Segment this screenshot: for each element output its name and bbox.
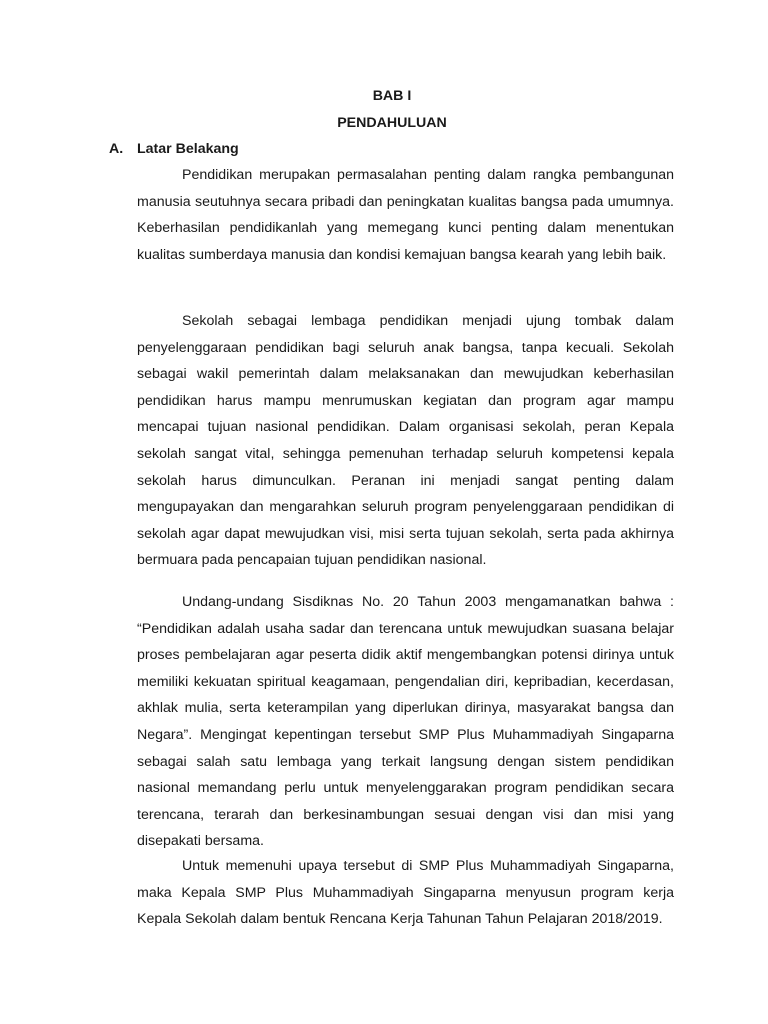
- section-title: Latar Belakang: [137, 141, 239, 157]
- section-letter: A.: [109, 141, 124, 157]
- paragraph: Untuk memenuhi upaya tersebut di SMP Plus Muhammadiyah Singaparna, maka Kepala SMP Plus Muhammadiyah Singaparna menyusun program kerja Kepala Sekolah dalam bentuk Rencana Kerja Tahunan Tahun Pelajaran 2018/2019.: [137, 858, 674, 928]
- paragraph: Pendidikan merupakan permasalahan penting dalam rangka pembangunan manusia seutuhnya secara pribadi dan peningkatan kualitas bangsa pada umumnya. Keberhasilan pendidikanlah yang memegang kunci penting dalam menentukan kualitas sumberdaya manusia dan kondisi kemajuan bangsa kearah yang lebih baik.: [137, 167, 674, 263]
- chapter-number: BAB I: [372, 88, 412, 104]
- paragraph: Undang-undang Sisdiknas No. 20 Tahun 2003 mengamanatkan bahwa : “Pendidikan adalah usaha sadar dan terencana untuk mewujudkan suasana belajar proses pembelajaran agar peserta didik aktif mengembangkan potensi dirinya untuk memiliki kekuatan spiritual keagamaan, pengendalian diri, kepribadian, kecerdasan, akhlak mulia, serta keterampilan yang diperlukan dirinya, masyarakat bangsa dan Negara”. Mengingat kepentingan tersebut SMP Plus Muhammadiyah Singaparna sebagai salah satu lembaga yang terkait langsung dengan sistem pendidikan nasional memandang perlu untuk menyelenggarakan program pendidikan secara terencana, terarah dan berkesinambungan sesuai dengan visi dan misi yang disepakati bersama.: [137, 594, 674, 850]
- section-heading: [109, 141, 239, 157]
- chapter-title: PENDAHULUAN: [337, 115, 447, 131]
- paragraph: Sekolah sebagai lembaga pendidikan menjadi ujung tombak dalam penyelenggaraan pendidikan bagi seluruh anak bangsa, tanpa kecuali. Sekolah sebagai wakil pemerintah dalam melaksanakan dan mewujudkan keberhasilan pendidikan harus mampu menrumuskan kegiatan dan program agar mampu mencapai tujuan nasional pendidikan. Dalam organisasi sekolah, peran Kepala sekolah sangat vital, sehingga pemenuhan terhadap seluruh kompetensi kepala sekolah harus dimunculkan. Peranan ini menjadi sangat penting dalam mengupayakan dan mengarahkan seluruh program penyelenggaraan pendidikan di sekolah agar dapat mewujudkan visi, misi serta tujuan sekolah, serta pada akhirnya bermuara pada pencapaian tujuan pendidikan nasional.: [137, 313, 674, 569]
